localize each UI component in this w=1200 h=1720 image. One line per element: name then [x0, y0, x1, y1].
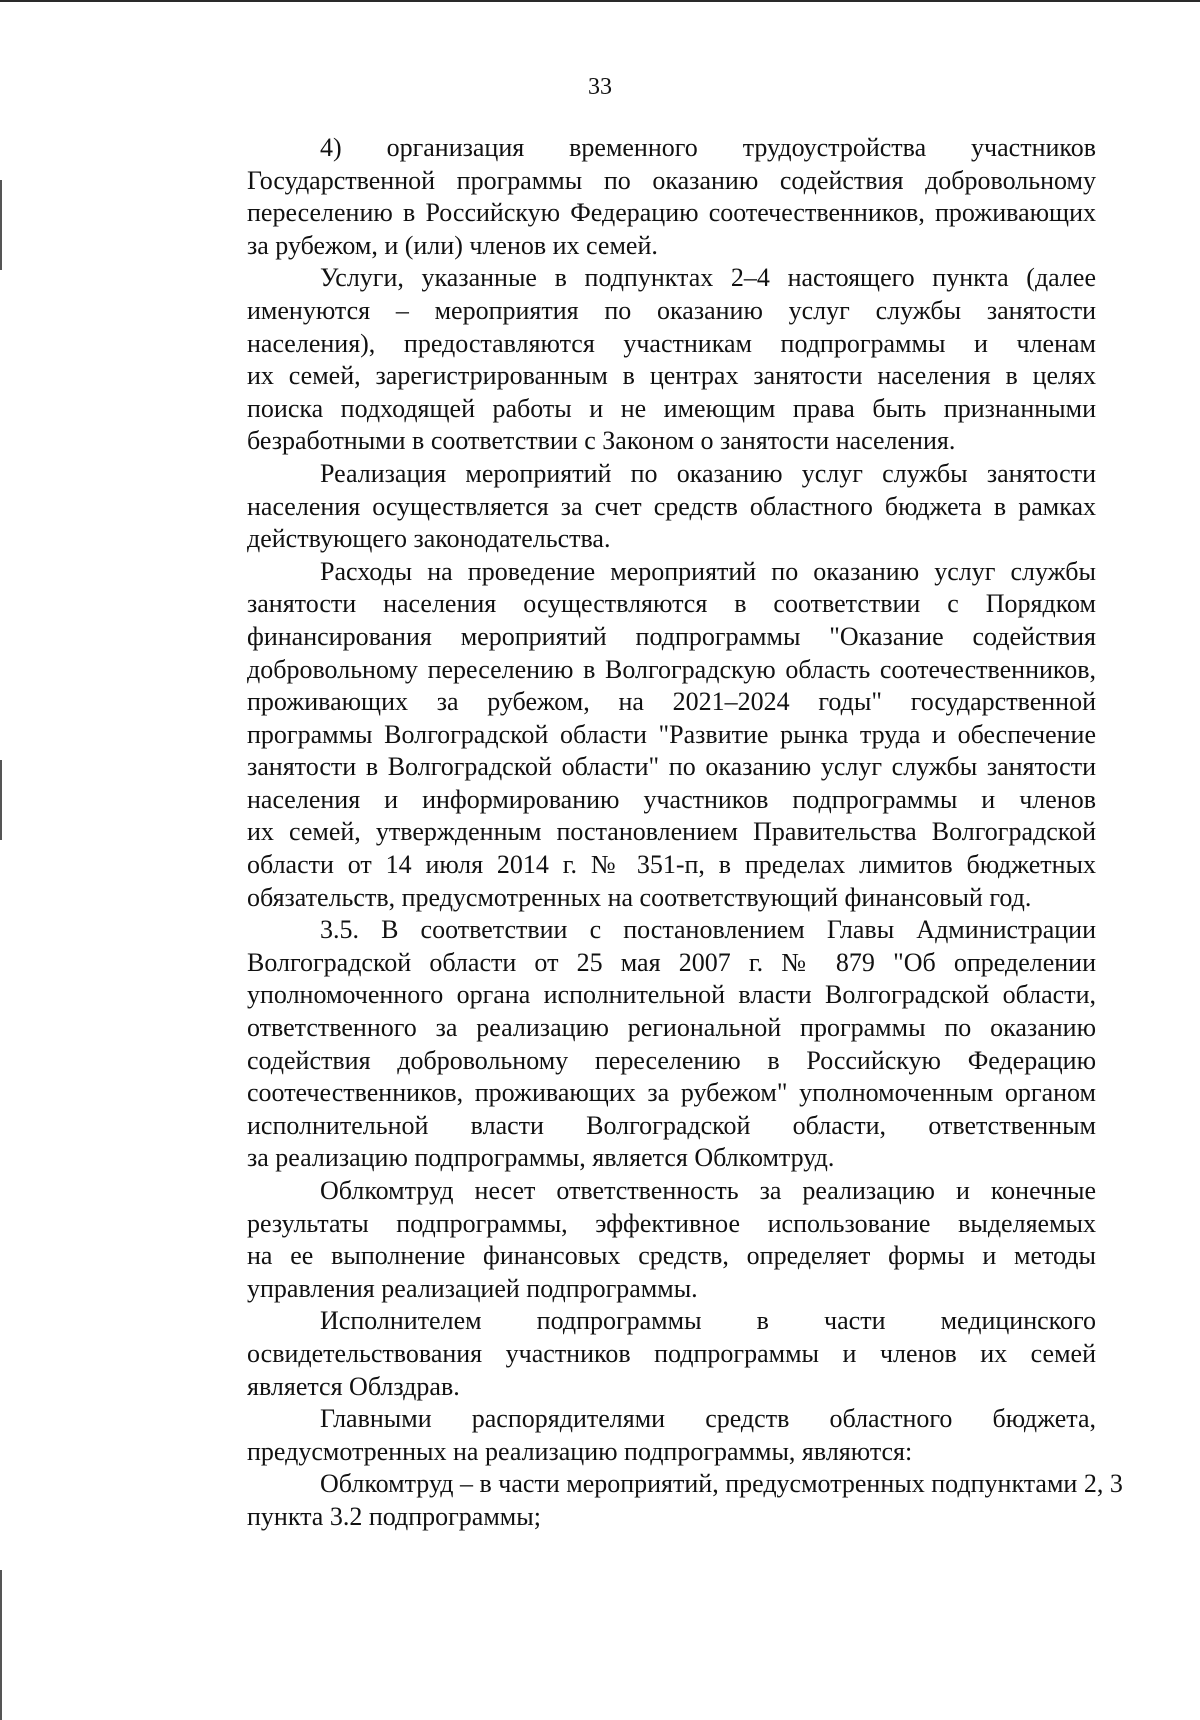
scan-top-border	[0, 0, 1200, 2]
paragraph	[174, 132, 1096, 262]
text-line: Услуги, указанные в подпунктах 2–4 настоящего пункта (далее	[320, 263, 1096, 293]
text-line: поиска подходящей работы и не имеющим права быть признанными	[247, 393, 1096, 423]
paragraph	[174, 914, 1096, 1175]
text-line: пункта 3.2 подпрограммы;	[247, 1501, 541, 1531]
text-line: переселению в Российскую Федерацию соотечественников, проживающих	[247, 198, 1096, 228]
text-line: обязательств, предусмотренных на соответствующий финансовый год.	[247, 882, 1032, 912]
text-line: финансирования мероприятий подпрограммы "Оказание содействия	[247, 621, 1096, 651]
paragraph	[174, 262, 1096, 458]
text-line: на ее выполнение финансовых средств, определяет формы и методы	[247, 1241, 1096, 1271]
text-line: их семей, утвержденным постановлением Правительства Волгоградской	[247, 817, 1096, 847]
text-line: Исполнителем подпрограммы в части медицинского	[320, 1306, 1096, 1336]
scan-left-edge-mark	[0, 1570, 2, 1720]
text-line: действующего законодательства.	[247, 524, 611, 554]
scan-left-edge-mark	[0, 180, 2, 270]
text-line: их семей, зарегистрированным в центрах занятости населения в целях	[247, 361, 1096, 391]
document-body	[174, 132, 1123, 1534]
paragraph	[174, 458, 1096, 556]
paragraph	[174, 1305, 1096, 1403]
text-line: результаты подпрограммы, эффективное использование выделяемых	[247, 1208, 1096, 1238]
text-line: 4) организация временного трудоустройства участников	[320, 133, 1096, 162]
text-line: Государственной программы по оказанию содействия добровольному	[247, 165, 1096, 195]
text-line: населения), предоставляются участникам подпрограммы и членам	[247, 328, 1096, 358]
text-line: исполнительной власти Волгоградской области, ответственным	[247, 1110, 1096, 1140]
paragraph	[174, 1403, 1096, 1468]
text-line: освидетельствования участников подпрограммы и членов их семей	[247, 1338, 1096, 1368]
text-line: именуются – мероприятия по оказанию услуг службы занятости	[247, 295, 1096, 325]
text-line: Главными распорядителями средств областного бюджета,	[320, 1404, 1096, 1434]
text-line: является Облздрав.	[247, 1371, 460, 1401]
text-line: добровольному переселению в Волгоградскую область соотечественников,	[247, 654, 1096, 684]
text-line: области от 14 июля 2014 г. № 351-п, в пределах лимитов бюджетных	[247, 850, 1096, 880]
paragraph	[174, 556, 1096, 915]
text-line: населения и информированию участников подпрограммы и членов	[247, 784, 1096, 814]
text-line: занятости населения осуществляются в соответствии с Порядком	[247, 589, 1096, 619]
text-line: Облкомтруд несет ответственность за реализацию и конечные	[320, 1176, 1096, 1205]
text-line: занятости в Волгоградской области" по оказанию услуг службы занятости	[247, 752, 1096, 782]
text-line: безработными в соответствии с Законом о занятости населения.	[247, 426, 956, 456]
text-line: Реализация мероприятий по оказанию услуг службы занятости	[320, 458, 1096, 488]
text-line: за реализацию подпрограммы, является Облкомтруд.	[247, 1143, 835, 1173]
text-line: за рубежом, и (или) членов их семей.	[247, 230, 658, 260]
text-line: содействия добровольному переселению в Российскую Федерацию	[247, 1045, 1096, 1075]
text-line: населения осуществляется за счет средств областного бюджета в рамках	[247, 491, 1096, 521]
paragraph	[174, 1175, 1096, 1305]
text-line: соотечественников, проживающих за рубежом" уполномоченным органом	[247, 1078, 1096, 1108]
text-line: программы Волгоградской области "Развитие рынка труда и обеспечение	[247, 719, 1096, 749]
page-number: 33	[588, 74, 612, 100]
text-line: ответственного за реализацию региональной программы по оказанию	[247, 1013, 1096, 1043]
scan-left-edge-mark	[0, 760, 2, 840]
text-line: управления реализацией подпрограммы.	[247, 1273, 698, 1303]
text-line: Расходы на проведение мероприятий по оказанию услуг службы	[320, 556, 1096, 586]
text-line: 3.5. В соответствии с постановлением Главы Администрации	[320, 915, 1096, 945]
text-line: уполномоченного органа исполнительной власти Волгоградской области,	[247, 980, 1096, 1010]
text-line: Волгоградской области от 25 мая 2007 г. № 879 "Об определении	[247, 947, 1096, 977]
text-line: Облкомтруд – в части мероприятий, предусмотренных подпунктами 2, 3	[320, 1469, 1123, 1499]
paragraph	[174, 1468, 1123, 1533]
text-line: проживающих за рубежом, на 2021–2024 годы" государственной	[247, 687, 1096, 717]
text-line: предусмотренных на реализацию подпрограммы, являются:	[247, 1436, 913, 1466]
